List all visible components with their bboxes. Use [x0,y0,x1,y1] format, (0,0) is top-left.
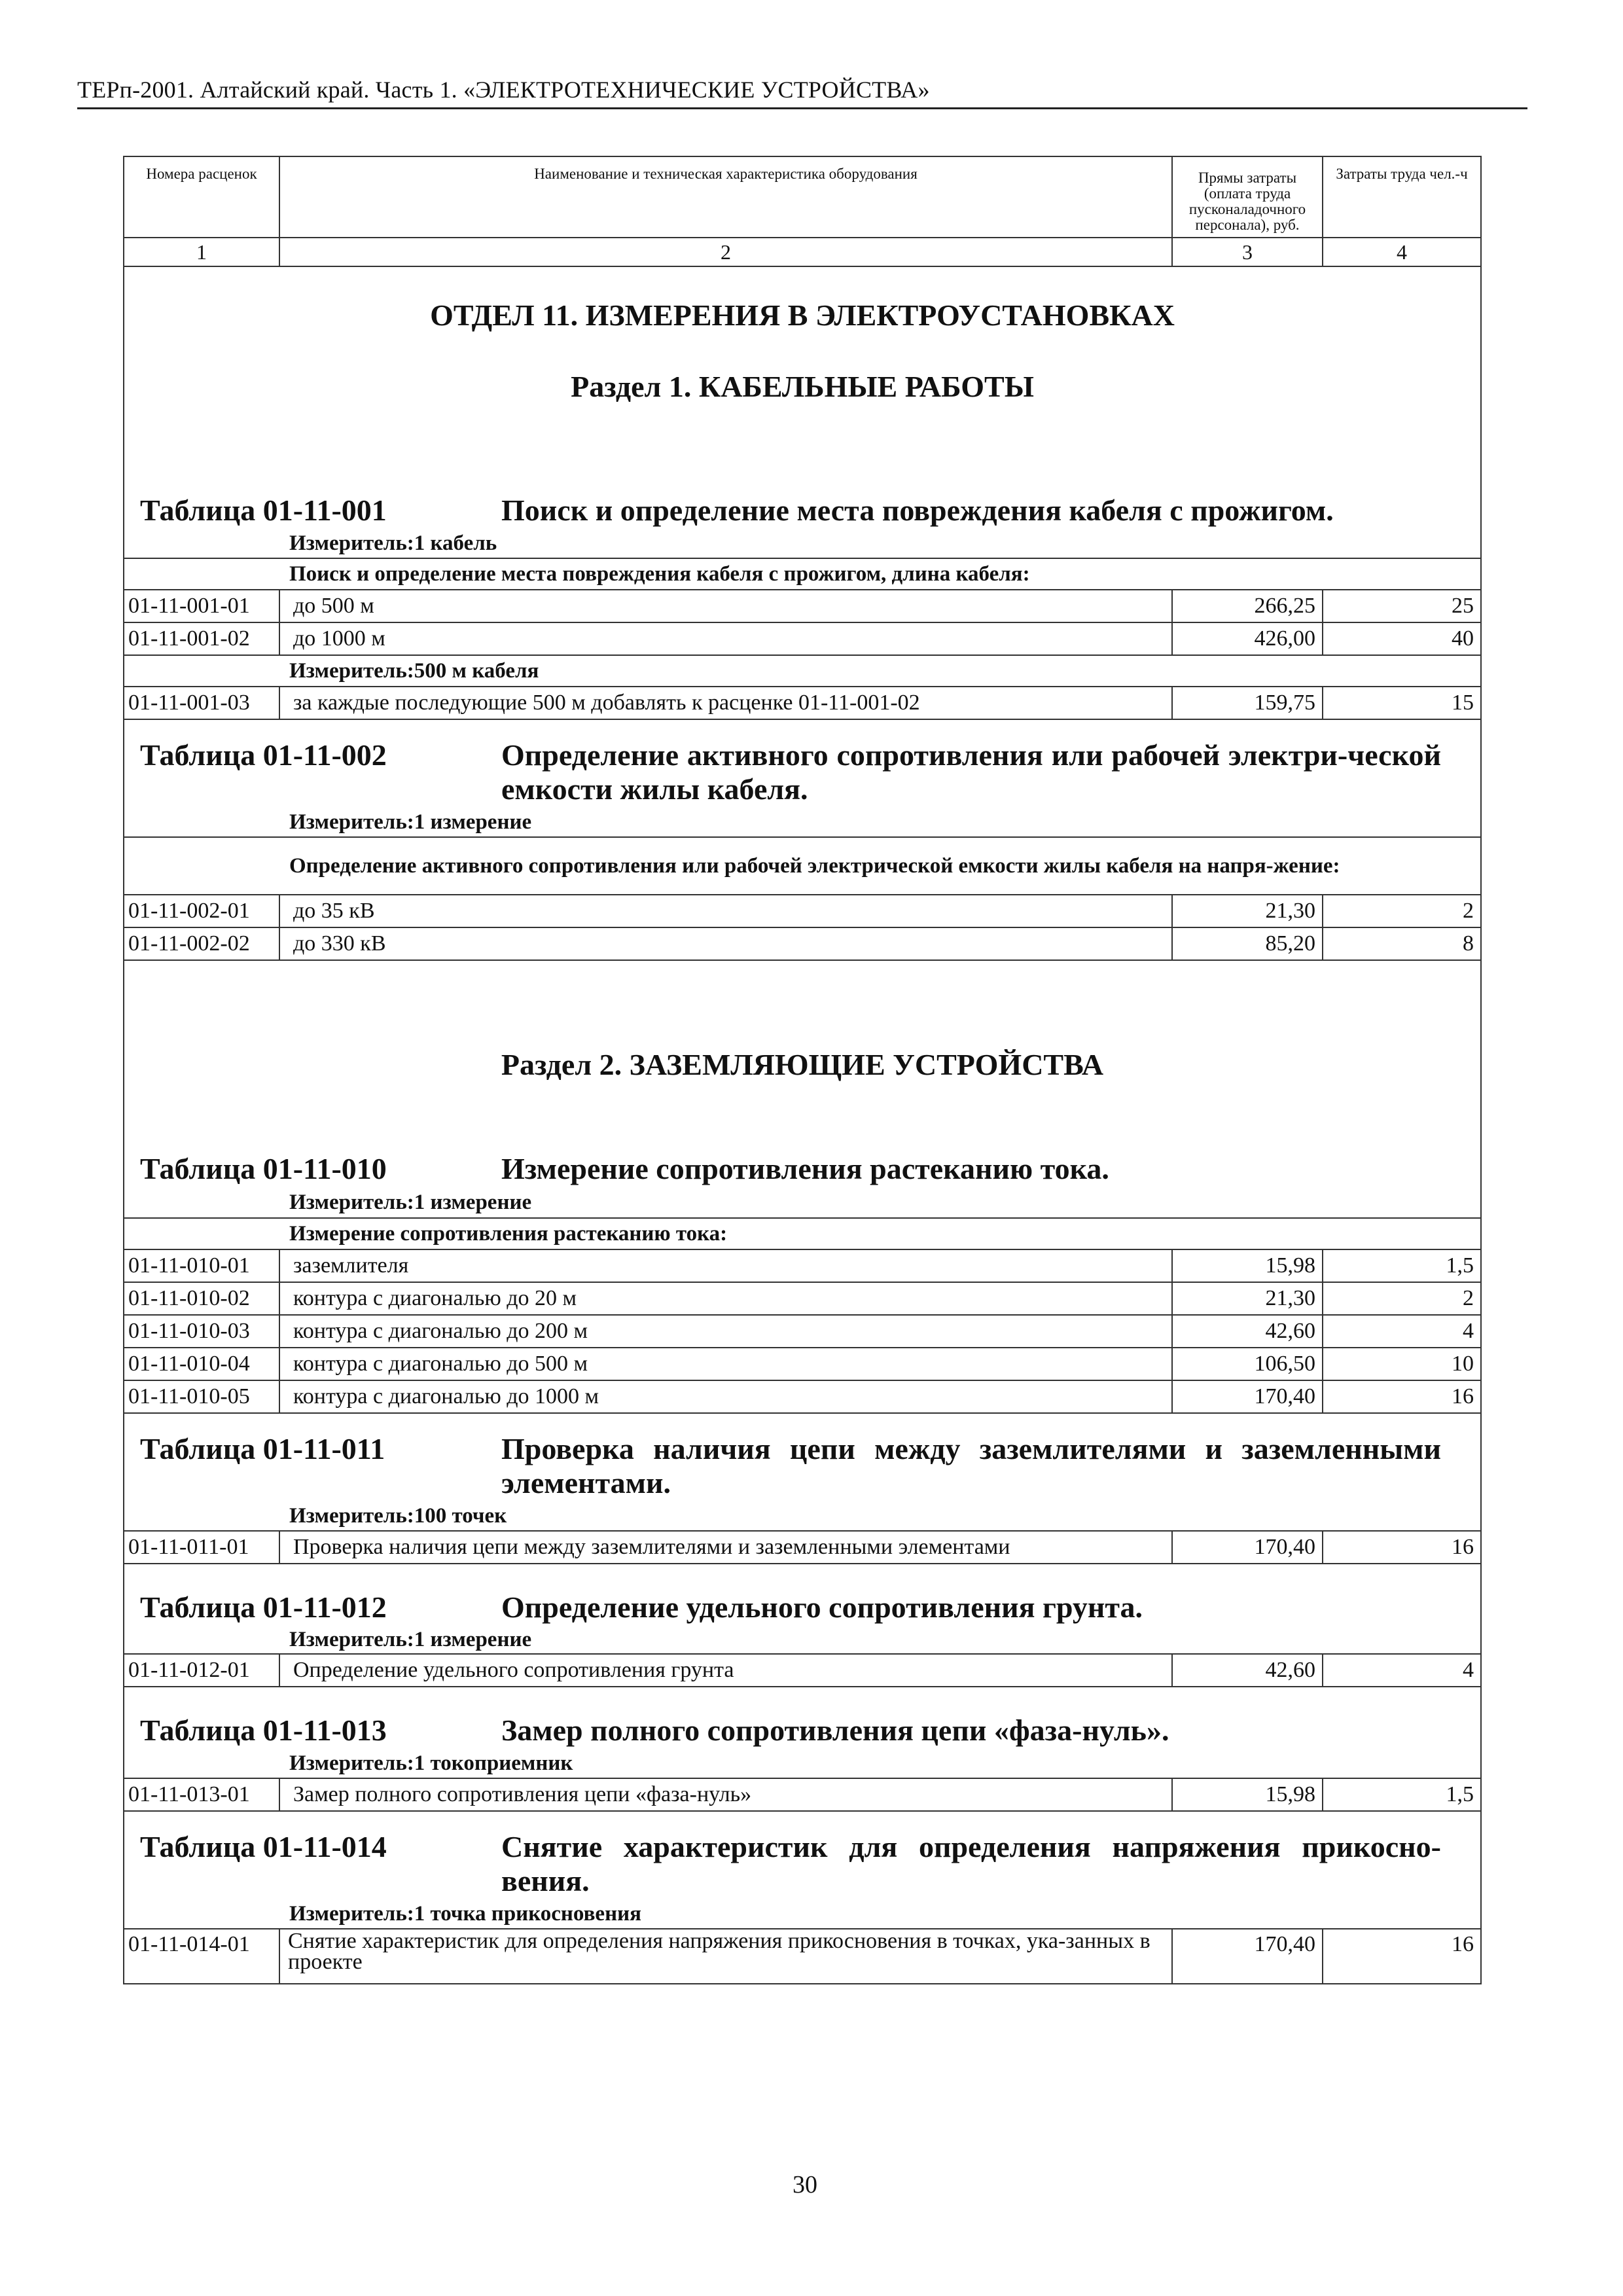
column-header-labor: Затраты труда чел.-ч [1323,156,1481,238]
rate-description: до 35 кВ [279,895,1172,927]
table-title: Измерение сопротивления растеканию тока. [501,1152,1109,1185]
dept-title: ОТДЕЛ 11. ИЗМЕРЕНИЯ В ЭЛЕКТРОУСТАНОВКАХ [124,266,1481,365]
table-title: Поиск и определение места повреждения кабеля с прожигом. [501,493,1334,527]
rate-cost: 85,20 [1172,927,1323,960]
table-number: Таблица 01-11-013 [140,1713,387,1747]
rate-cost: 42,60 [1172,1315,1323,1348]
column-number: 2 [279,238,1172,266]
rate-cost: 15,98 [1172,1249,1323,1282]
rate-description: контура с диагональю до 1000 м [279,1380,1172,1413]
rate-labor: 8 [1323,927,1481,960]
table-row [124,1282,1481,1315]
rate-labor: 16 [1323,1929,1481,1984]
rate-cost: 21,30 [1172,1282,1323,1315]
rate-code: 01-11-010-03 [124,1315,279,1348]
group-caption: Определение активного сопротивления или рабочей электрической емкости жилы кабеля на напря-жение: [124,837,1481,895]
rate-cost: 170,40 [1172,1531,1323,1564]
column-header-name: Наименование и техническая характеристика оборудования [279,156,1172,238]
running-header: ТЕРп-2001. Алтайский край. Часть 1. «ЭЛЕКТРОТЕХНИЧЕСКИЕ УСТРОЙСТВА» [77,73,1527,109]
rate-code: 01-11-014-01 [124,1929,279,1984]
table-row [124,1654,1481,1687]
rate-code: 01-11-010-02 [124,1282,279,1315]
rate-description: за каждые последующие 500 м добавлять к расценке 01-11-001-02 [279,687,1172,719]
table-row [124,1380,1481,1413]
section-2-title: Раздел 2. ЗАЗЕМЛЯЮЩИЕ УСТРОЙСТВА [124,960,1481,1104]
table-title: Проверка наличия цепи между заземлителями и заземленными элементами. [501,1432,1441,1499]
rate-labor: 10 [1323,1348,1481,1380]
rate-code: 01-11-010-01 [124,1249,279,1282]
rate-description: Проверка наличия цепи между заземлителями и заземленными элементами [279,1531,1172,1564]
rate-labor: 25 [1323,590,1481,622]
table-row [124,927,1481,960]
column-header-row [124,156,1481,238]
meter-line: Измеритель:1 измерение [124,1625,1481,1654]
rate-description: контура с диагональю до 200 м [279,1315,1172,1348]
rate-code: 01-11-010-04 [124,1348,279,1380]
column-number: 1 [124,238,279,266]
table-row [124,1531,1481,1564]
rate-code: 01-11-002-01 [124,895,279,927]
group-caption: Поиск и определение места повреждения кабеля с прожигом, длина кабеля: [124,558,1481,590]
table-heading [124,1811,1481,1899]
rate-description: контура с диагональю до 20 м [279,1282,1172,1315]
table-row [124,1348,1481,1380]
rate-description: контура с диагональю до 500 м [279,1348,1172,1380]
column-number: 4 [1323,238,1481,266]
table-heading [124,1104,1481,1187]
rate-cost: 21,30 [1172,895,1323,927]
rate-code: 01-11-013-01 [124,1778,279,1811]
rate-description: до 500 м [279,590,1172,622]
rates-table [123,156,1482,1984]
column-number-row [124,238,1481,266]
table-title: Определение активного сопротивления или рабочей электри-ческой емкости жилы кабеля. [501,738,1441,806]
rate-labor: 4 [1323,1315,1481,1348]
rate-description: заземлителя [279,1249,1172,1282]
rate-cost: 106,50 [1172,1348,1323,1380]
rate-labor: 2 [1323,1282,1481,1315]
column-number: 3 [1172,238,1323,266]
table-title: Снятие характеристик для определения напряжения прикосно-вения. [501,1830,1441,1897]
rate-description: Замер полного сопротивления цепи «фаза-нуль» [279,1778,1172,1811]
table-row [124,1778,1481,1811]
table-heading [124,1564,1481,1625]
rate-cost: 159,75 [1172,687,1323,719]
section-1-title: Раздел 1. КАБЕЛЬНЫЕ РАБОТЫ [124,365,1481,476]
rate-labor: 15 [1323,687,1481,719]
table-number: Таблица 01-11-002 [140,738,387,772]
table-row [124,590,1481,622]
rate-description: Определение удельного сопротивления грунта [279,1654,1172,1687]
column-header-codes: Номера расценок [124,156,279,238]
column-header-direct-costs: Прямы затраты (оплата труда пусконаладочного персонала), руб. [1172,156,1323,238]
rate-labor: 16 [1323,1380,1481,1413]
rate-labor: 1,5 [1323,1778,1481,1811]
meter-line: Измеритель:500 м кабеля [124,655,1481,687]
rate-code: 01-11-010-05 [124,1380,279,1413]
rate-cost: 42,60 [1172,1654,1323,1687]
rate-cost: 170,40 [1172,1380,1323,1413]
table-heading [124,719,1481,807]
rate-labor: 40 [1323,622,1481,655]
table-row [124,622,1481,655]
table-row [124,1315,1481,1348]
meter-line: Измеритель:1 кабель [124,528,1481,558]
rate-code: 01-11-012-01 [124,1654,279,1687]
table-title: Определение удельного сопротивления грунта. [501,1590,1143,1624]
group-caption: Измерение сопротивления растеканию тока: [124,1218,1481,1249]
rate-code: 01-11-011-01 [124,1531,279,1564]
rate-description: Снятие характеристик для определения напряжения прикосновения в точках, ука-занных в проекте [279,1929,1172,1984]
meter-line: Измеритель:1 измерение [124,1187,1481,1218]
table-number: Таблица 01-11-001 [140,493,387,527]
rate-code: 01-11-002-02 [124,927,279,960]
table-row [124,1929,1481,1984]
meter-line: Измеритель:1 токоприемник [124,1748,1481,1778]
rate-cost: 170,40 [1172,1929,1323,1984]
meter-line: Измеритель:100 точек [124,1501,1481,1531]
rate-labor: 1,5 [1323,1249,1481,1282]
rate-description: до 1000 м [279,622,1172,655]
rate-cost: 426,00 [1172,622,1323,655]
table-number: Таблица 01-11-012 [140,1590,387,1624]
meter-line: Измеритель:1 точка прикосновения [124,1899,1481,1929]
table-title: Замер полного сопротивления цепи «фаза-нуль». [501,1713,1169,1747]
page-number: 30 [793,2171,817,2198]
rate-description: до 330 кВ [279,927,1172,960]
rate-code: 01-11-001-01 [124,590,279,622]
table-number: Таблица 01-11-011 [140,1432,385,1465]
table-row [124,687,1481,719]
rate-code: 01-11-001-02 [124,622,279,655]
table-heading [124,1413,1481,1501]
table-number: Таблица 01-11-014 [140,1830,387,1863]
rate-labor: 4 [1323,1654,1481,1687]
rate-cost: 266,25 [1172,590,1323,622]
table-heading [124,1687,1481,1748]
meter-line: Измеритель:1 измерение [124,807,1481,837]
table-row [124,1249,1481,1282]
table-row [124,895,1481,927]
table-heading [124,476,1481,528]
rate-labor: 16 [1323,1531,1481,1564]
rate-code: 01-11-001-03 [124,687,279,719]
table-number: Таблица 01-11-010 [140,1152,387,1185]
rate-cost: 15,98 [1172,1778,1323,1811]
rate-labor: 2 [1323,895,1481,927]
